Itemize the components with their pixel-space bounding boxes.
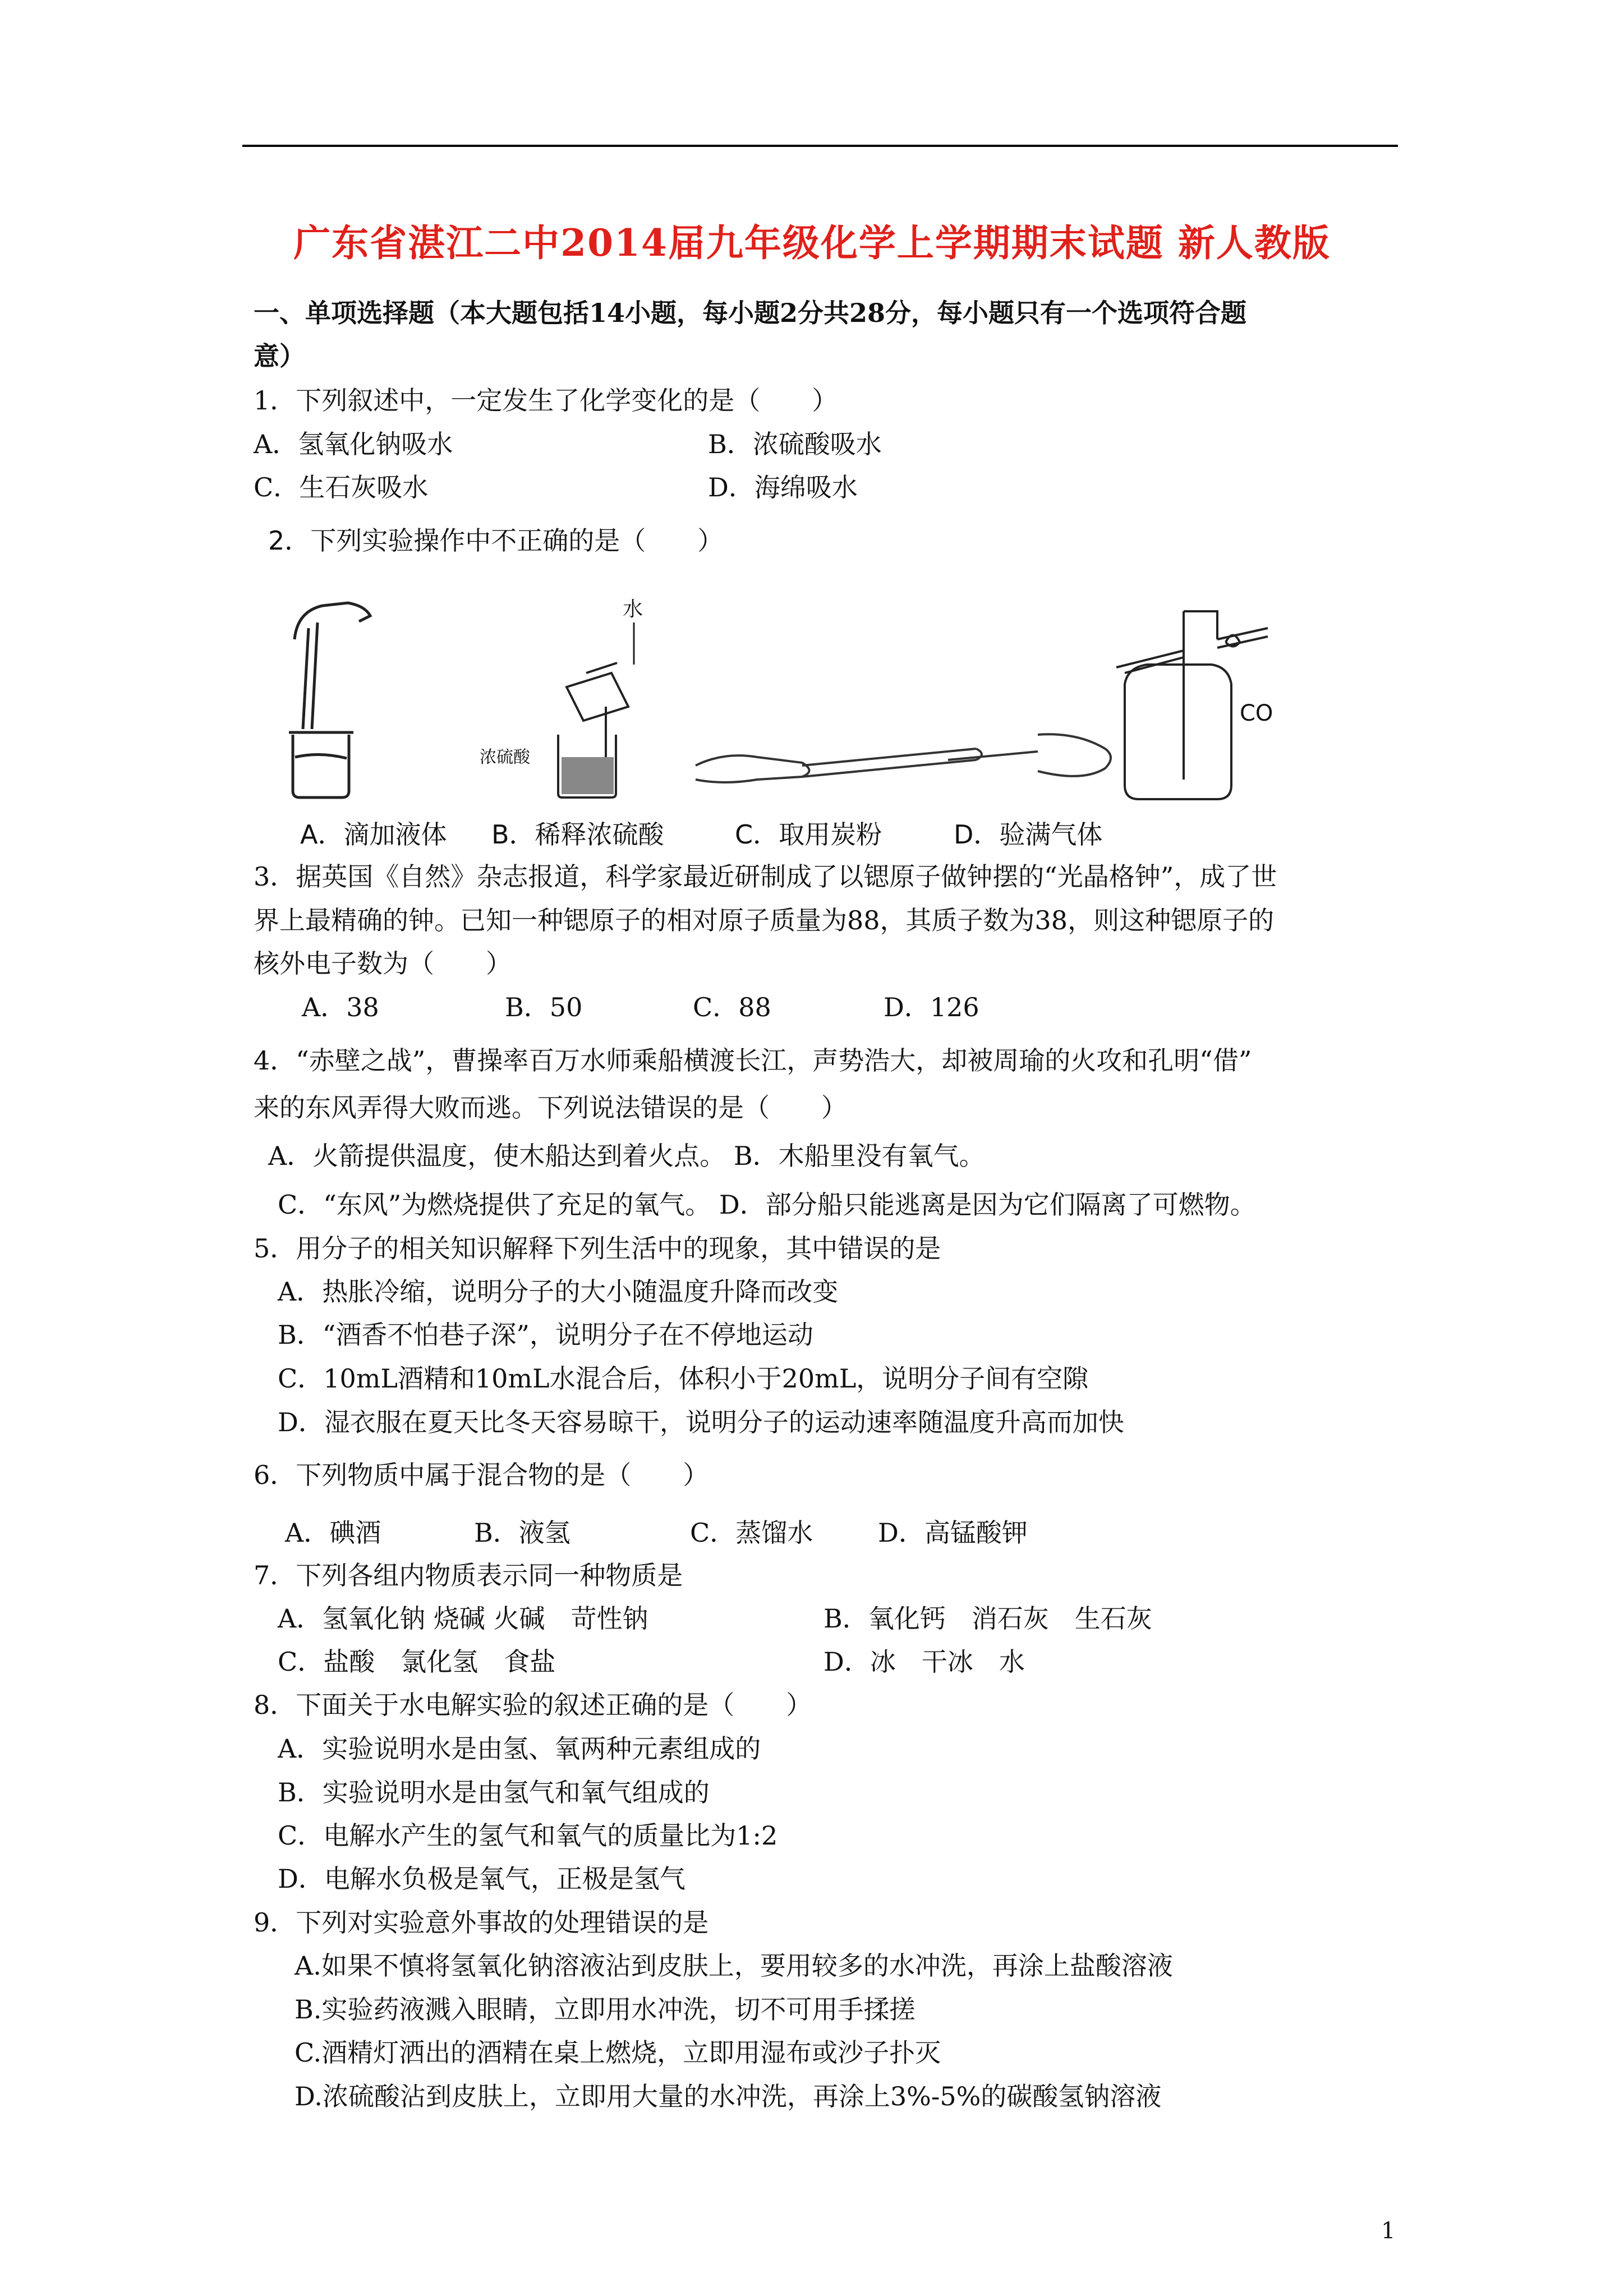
header-rule: [242, 145, 1398, 147]
q1-option-c: C．生石灰吸水: [254, 472, 429, 502]
q8-stem: 8．下面关于水电解实验的叙述正确的是（ ）: [254, 1690, 812, 1720]
q3-line2: 界上最精确的钟。已知一种锶原子的相对原子质量为88，其质子数为38，则这种锶原子的: [254, 905, 1275, 935]
q7-option-b: B．氧化钙 消石灰 生石灰: [823, 1603, 1152, 1634]
q2-fig-label-acid: 浓硫酸: [480, 748, 530, 767]
q7-option-c: C．盐酸 氯化氢 食盐: [278, 1647, 556, 1677]
dropper-beaker-drawing: [289, 603, 370, 797]
q4-line1: 4．“赤壁之战”，曹操率百万水师乘船横渡长江，声势浩大，却被周瑜的火攻和孔明“借”: [254, 1045, 1252, 1076]
q5-stem: 5．用分子的相关知识解释下列生活中的现象，其中错误的是: [254, 1233, 941, 1264]
q6-option-a: A．碘酒: [285, 1518, 381, 1548]
q8-option-a: A．实验说明水是由氢、氧两种元素组成的: [278, 1733, 761, 1764]
q1-option-a: A．氢氧化钠吸水: [254, 429, 453, 459]
q2-fig-label-co: CO: [1240, 700, 1273, 726]
q3-option-a: A．38: [302, 992, 379, 1022]
q6-option-c: C．蒸馏水: [690, 1518, 813, 1548]
q8-option-b: B．实验说明水是由氢气和氧气组成的: [278, 1777, 710, 1808]
q1-stem: 1．下列叙述中，一定发生了化学变化的是（ ）: [254, 385, 838, 416]
section-heading-line2: 意）: [254, 341, 305, 371]
section-heading-line1: 一、单项选择题（本大题包括14小题，每小题2分共28分，每小题只有一个选项符合题: [254, 298, 1247, 328]
q5-option-c: C．10mL酒精和10mL水混合后，体积小于20mL，说明分子间有空隙: [278, 1363, 1089, 1394]
q3-line3: 核外电子数为（ ）: [254, 948, 512, 979]
q6-stem: 6．下列物质中属于混合物的是（ ）: [254, 1460, 709, 1490]
q2-caption-b: B．稀释浓硫酸: [491, 819, 664, 850]
q9-stem: 9．下列对实验意外事故的处理错误的是: [254, 1907, 709, 1938]
q7-stem: 7．下列各组内物质表示同一种物质是: [254, 1560, 683, 1590]
q2-caption-c: C．取用炭粉: [735, 819, 882, 850]
q6-option-d: D．高锰酸钾: [878, 1518, 1028, 1548]
q2-caption-d: D．验满气体: [954, 819, 1103, 850]
q7-option-a: A．氢氧化钠 烧碱 火碱 苛性钠: [278, 1603, 648, 1634]
q3-option-d: D．126: [884, 992, 979, 1022]
q4-line2: 来的东风弄得大败而逃。下列说法错误的是（ ）: [254, 1092, 847, 1123]
q2-stem: 2．下列实验操作中不正确的是（ ）: [268, 525, 724, 556]
q2-fig-label-water: 水: [623, 598, 643, 621]
q1-option-b: B．浓硫酸吸水: [708, 429, 882, 459]
q8-option-d: D．电解水负极是氧气，正极是氢气: [278, 1864, 686, 1894]
q5-option-b: B．“酒香不怕巷子深”，说明分子在不停地运动: [278, 1320, 813, 1350]
q5-option-d: D．湿衣服在夏天比冬天容易晾干，说明分子的运动速率随温度升高而加快: [278, 1407, 1124, 1437]
q9-option-d: D.浓硫酸沾到皮肤上，立即用大量的水冲洗，再涂上3%-5%的碳酸氢钠溶液: [295, 2081, 1162, 2111]
q4-options-cd: C．“东风”为燃烧提供了充足的氧气。 D．部分船只能逃离是因为它们隔离了可燃物。: [278, 1190, 1256, 1220]
q9-option-c: C.酒精灯洒出的酒精在桌上燃烧，立即用湿布或沙子扑灭: [295, 2037, 941, 2068]
q2-figure: [264, 589, 1273, 813]
q1-option-d: D．海绵吸水: [708, 472, 858, 502]
q5-option-a: A．热胀冷缩，说明分子的大小随温度升降而改变: [278, 1276, 839, 1307]
q3-line1: 3．据英国《自然》杂志报道，科学家最近研制成了以锶原子做钟摆的“光晶格钟”，成了世: [254, 861, 1277, 892]
q2-caption-a: A．滴加液体: [300, 819, 447, 850]
q8-option-c: C．电解水产生的氢气和氧气的质量比为1:2: [278, 1820, 778, 1851]
q4-options-ab: A．火箭提供温度，使木船达到着火点。 B．木船里没有氧气。: [268, 1141, 985, 1171]
q7-option-d: D．冰 干冰 水: [823, 1647, 1025, 1677]
q3-option-c: C．88: [693, 992, 771, 1022]
q3-option-b: B．50: [505, 992, 583, 1022]
page-number: 1: [1381, 2218, 1396, 2244]
q9-option-a: A.如果不慎将氢氧化钠溶液沾到皮肤上，要用较多的水冲洗，再涂上盐酸溶液: [295, 1951, 1173, 1981]
q6-option-b: B．液氢: [474, 1518, 571, 1548]
q9-option-b: B.实验药液溅入眼睛，立即用水冲洗，切不可用手揉搓: [295, 1994, 915, 2025]
test-tube-drawing: [696, 734, 1111, 782]
page-title: 广东省湛江二中2014届九年级化学上学期期末试题 新人教版: [293, 221, 1331, 265]
